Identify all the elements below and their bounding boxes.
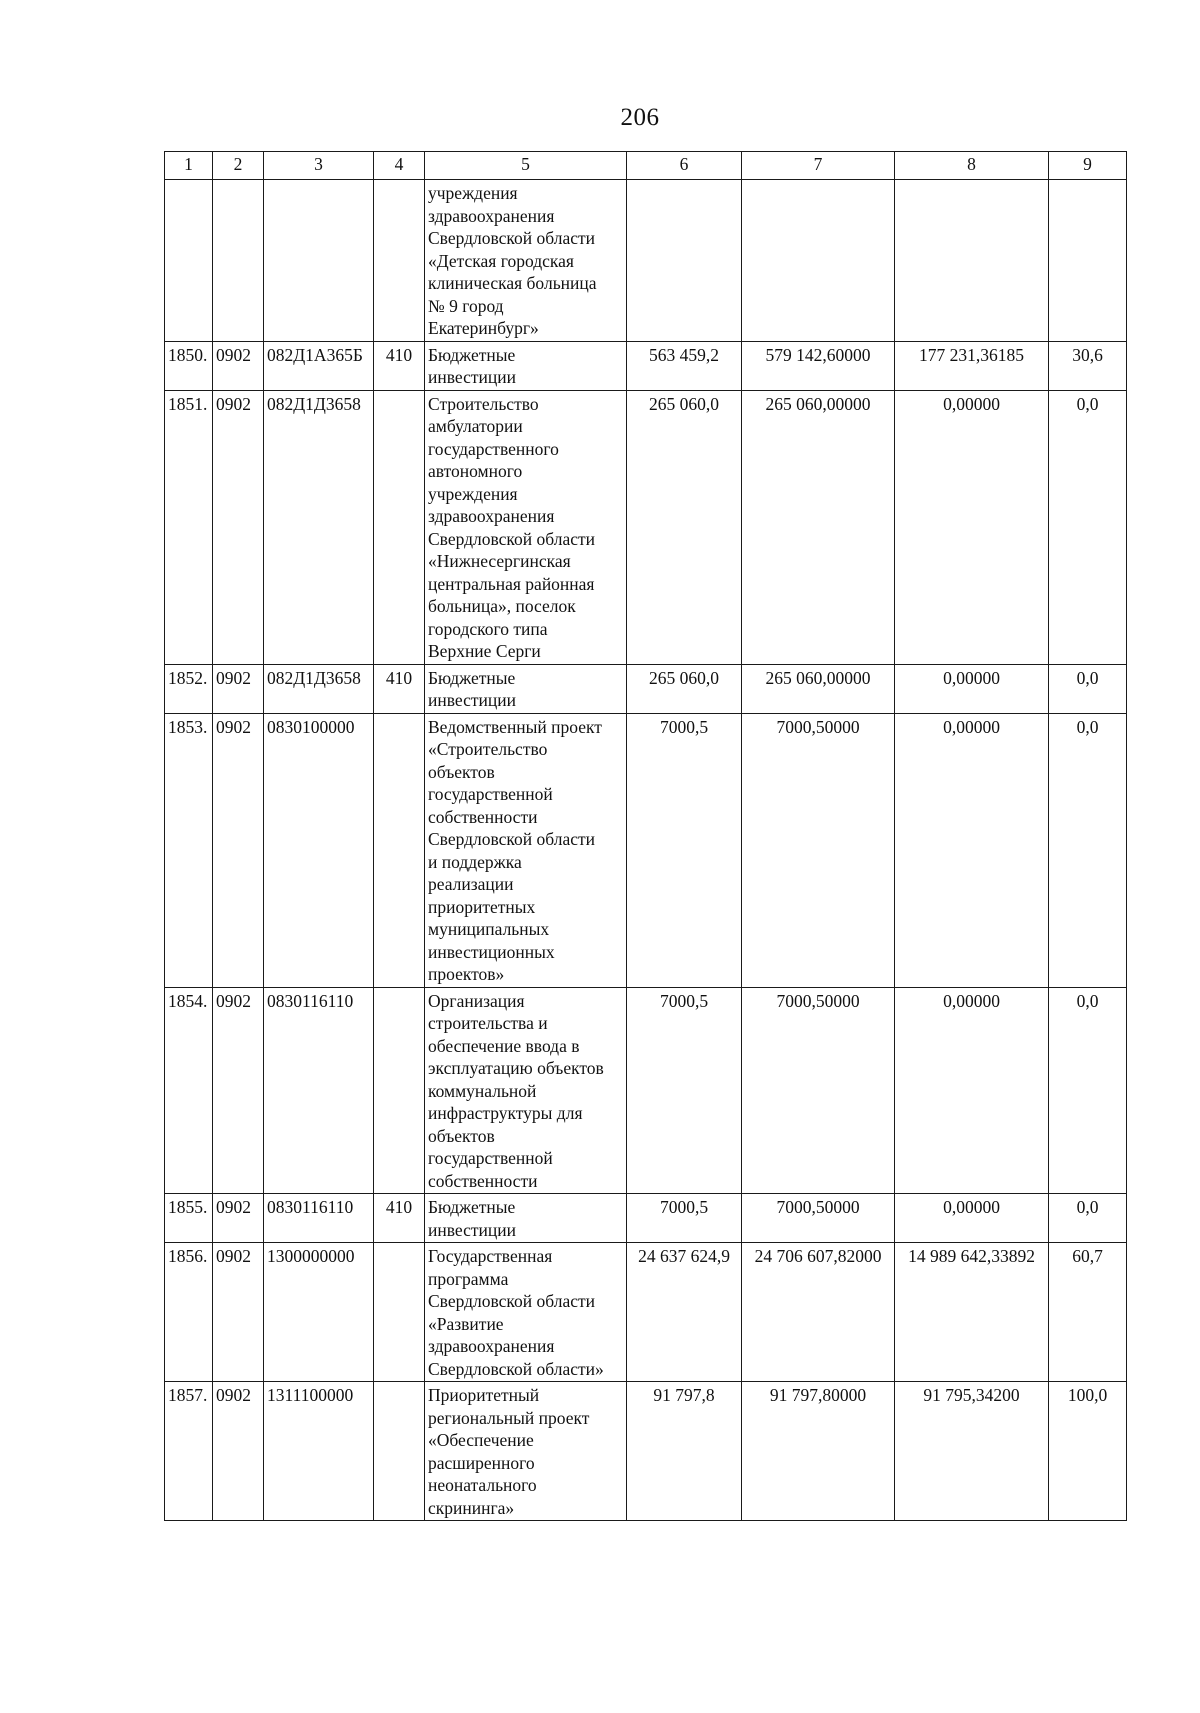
table-row xyxy=(165,1243,1127,1382)
table-body xyxy=(165,180,1127,1521)
row-number: 1857. xyxy=(165,1382,213,1521)
target-code: 082Д1Д3658 xyxy=(264,664,374,713)
expense-type xyxy=(374,180,425,342)
section-code: 0902 xyxy=(213,664,264,713)
execution-percent: 0,0 xyxy=(1049,664,1127,713)
column-header: 1 xyxy=(165,152,213,180)
section-code: 0902 xyxy=(213,713,264,987)
section-code: 0902 xyxy=(213,1194,264,1243)
table-row xyxy=(165,664,1127,713)
item-name: Строительство амбулатории государственного автономного учреждения здравоохранения Свердловской области «Нижнесергинская центральная районная больница», поселок городского типа Верхние Серги xyxy=(425,390,627,664)
table-row xyxy=(165,1194,1127,1243)
column-header: 7 xyxy=(742,152,895,180)
item-name: Бюджетные инвестиции xyxy=(425,1194,627,1243)
header-row xyxy=(165,152,1127,180)
row-number: 1856. xyxy=(165,1243,213,1382)
row-number: 1853. xyxy=(165,713,213,987)
item-name: учреждения здравоохранения Свердловской области «Детская городская клиническая больница № 9 город Екатеринбург» xyxy=(425,180,627,342)
approved-amount: 563 459,2 xyxy=(627,341,742,390)
item-name: Государственная программа Свердловской области «Развитие здравоохранения Свердловской области» xyxy=(425,1243,627,1382)
column-header: 3 xyxy=(264,152,374,180)
adjusted-amount: 7000,50000 xyxy=(742,713,895,987)
page-number: 206 xyxy=(620,104,660,131)
section-code: 0902 xyxy=(213,1382,264,1521)
target-code: 0830116110 xyxy=(264,1194,374,1243)
section-code xyxy=(213,180,264,342)
item-name: Организация строительства и обеспечение ввода в эксплуатацию объектов коммунальной инфраструктуры для объектов государственной собственности xyxy=(425,987,627,1194)
executed-amount: 0,00000 xyxy=(895,987,1049,1194)
budget-table xyxy=(164,151,1127,1521)
approved-amount: 91 797,8 xyxy=(627,1382,742,1521)
target-code: 1300000000 xyxy=(264,1243,374,1382)
section-code: 0902 xyxy=(213,1243,264,1382)
executed-amount: 0,00000 xyxy=(895,1194,1049,1243)
section-code: 0902 xyxy=(213,987,264,1194)
table-row xyxy=(165,341,1127,390)
approved-amount xyxy=(627,180,742,342)
execution-percent: 100,0 xyxy=(1049,1382,1127,1521)
table-row xyxy=(165,390,1127,664)
adjusted-amount: 579 142,60000 xyxy=(742,341,895,390)
column-header: 6 xyxy=(627,152,742,180)
column-header: 9 xyxy=(1049,152,1127,180)
column-header: 8 xyxy=(895,152,1049,180)
expense-type xyxy=(374,713,425,987)
row-number: 1855. xyxy=(165,1194,213,1243)
expense-type xyxy=(374,390,425,664)
executed-amount: 177 231,36185 xyxy=(895,341,1049,390)
row-number: 1852. xyxy=(165,664,213,713)
column-header: 4 xyxy=(374,152,425,180)
approved-amount: 265 060,0 xyxy=(627,390,742,664)
target-code: 0830100000 xyxy=(264,713,374,987)
adjusted-amount: 91 797,80000 xyxy=(742,1382,895,1521)
executed-amount: 0,00000 xyxy=(895,390,1049,664)
execution-percent: 60,7 xyxy=(1049,1243,1127,1382)
table-row xyxy=(165,987,1127,1194)
approved-amount: 7000,5 xyxy=(627,713,742,987)
execution-percent: 0,0 xyxy=(1049,987,1127,1194)
row-number xyxy=(165,180,213,342)
approved-amount: 7000,5 xyxy=(627,1194,742,1243)
row-number: 1850. xyxy=(165,341,213,390)
adjusted-amount xyxy=(742,180,895,342)
section-code: 0902 xyxy=(213,341,264,390)
section-code: 0902 xyxy=(213,390,264,664)
table-row xyxy=(165,1382,1127,1521)
execution-percent: 0,0 xyxy=(1049,1194,1127,1243)
table-row xyxy=(165,713,1127,987)
target-code xyxy=(264,180,374,342)
expense-type: 410 xyxy=(374,341,425,390)
approved-amount: 24 637 624,9 xyxy=(627,1243,742,1382)
execution-percent: 0,0 xyxy=(1049,713,1127,987)
target-code: 1311100000 xyxy=(264,1382,374,1521)
execution-percent: 0,0 xyxy=(1049,390,1127,664)
adjusted-amount: 24 706 607,82000 xyxy=(742,1243,895,1382)
column-header: 2 xyxy=(213,152,264,180)
item-name: Ведомственный проект «Строительство объектов государственной собственности Свердловской области и поддержка реализации приоритетных муниципальных инвестиционных проектов» xyxy=(425,713,627,987)
executed-amount: 0,00000 xyxy=(895,713,1049,987)
target-code: 082Д1А365Б xyxy=(264,341,374,390)
executed-amount: 0,00000 xyxy=(895,664,1049,713)
item-name: Бюджетные инвестиции xyxy=(425,664,627,713)
adjusted-amount: 7000,50000 xyxy=(742,987,895,1194)
row-number: 1854. xyxy=(165,987,213,1194)
target-code: 082Д1Д3658 xyxy=(264,390,374,664)
table-row xyxy=(165,180,1127,342)
target-code: 0830116110 xyxy=(264,987,374,1194)
execution-percent: 30,6 xyxy=(1049,341,1127,390)
expense-type: 410 xyxy=(374,1194,425,1243)
expense-type xyxy=(374,1382,425,1521)
expense-type xyxy=(374,1243,425,1382)
column-header: 5 xyxy=(425,152,627,180)
approved-amount: 7000,5 xyxy=(627,987,742,1194)
approved-amount: 265 060,0 xyxy=(627,664,742,713)
table-header xyxy=(165,152,1127,180)
execution-percent xyxy=(1049,180,1127,342)
expense-type: 410 xyxy=(374,664,425,713)
adjusted-amount: 7000,50000 xyxy=(742,1194,895,1243)
item-name: Бюджетные инвестиции xyxy=(425,341,627,390)
adjusted-amount: 265 060,00000 xyxy=(742,390,895,664)
executed-amount xyxy=(895,180,1049,342)
adjusted-amount: 265 060,00000 xyxy=(742,664,895,713)
expense-type xyxy=(374,987,425,1194)
executed-amount: 91 795,34200 xyxy=(895,1382,1049,1521)
executed-amount: 14 989 642,33892 xyxy=(895,1243,1049,1382)
row-number: 1851. xyxy=(165,390,213,664)
item-name: Приоритетный региональный проект «Обеспечение расширенного неонатального скрининга» xyxy=(425,1382,627,1521)
